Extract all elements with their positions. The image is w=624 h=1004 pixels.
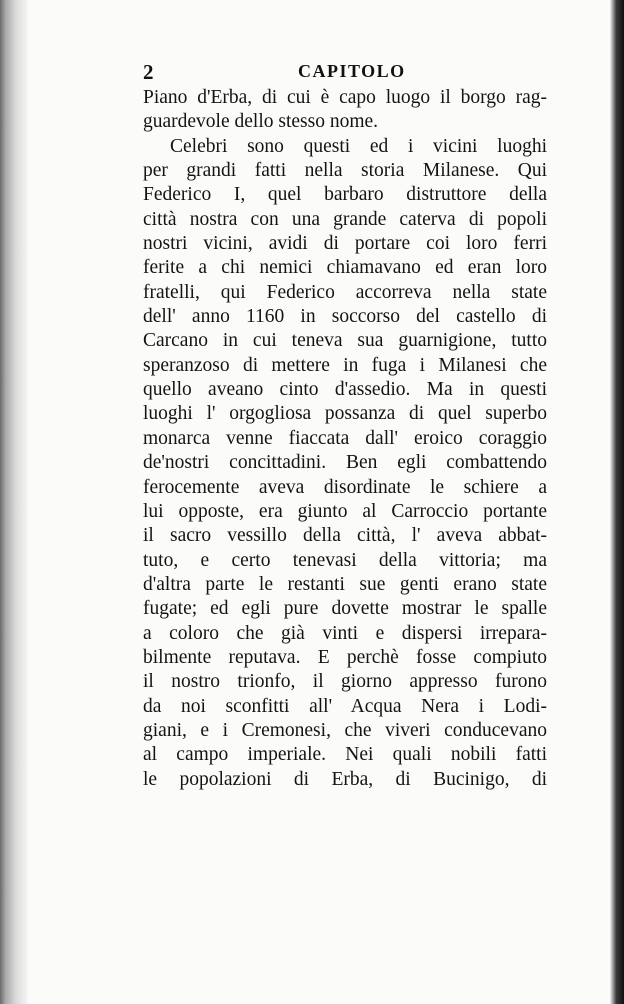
text-line: d'altra parte le restanti sue genti erano state: [143, 573, 547, 595]
text-line: giani, e i Cremonesi, che viveri conducevano: [143, 719, 547, 741]
text-line: lui opposte, era giunto al Carroccio portante: [143, 500, 547, 522]
text-line: città nostra con una grande caterva di popoli: [143, 208, 547, 230]
text-line: bilmente reputava. E perchè fosse compiuto: [143, 646, 547, 668]
text-line: fugate; ed egli pure dovette mostrar le spalle: [143, 598, 547, 620]
chapter-title: CAPITOLO: [298, 61, 406, 81]
text-line: ferite a chi nemici chiamavano ed eran loro: [143, 257, 547, 279]
text-line: al campo imperiale. Nei quali nobili fatti: [143, 744, 547, 766]
text-line: nostri vicini, avidi di portare coi loro ferri: [143, 233, 547, 255]
text-line: de'nostri concittadini. Ben egli combattendo: [143, 452, 547, 474]
text-line: Piano d'Erba, di cui è capo luogo il borgo rag-: [143, 87, 547, 108]
running-header: [143, 60, 545, 86]
text-line: per grandi fatti nella storia Milanese. Qui: [143, 160, 547, 182]
text-line: il sacro vessillo della città, l' aveva abbat-: [143, 525, 547, 547]
text-line: Carcano in cui teneva sua guarnigione, tutto: [143, 330, 547, 352]
text-line: guardevole dello stesso nome.: [143, 111, 379, 133]
text-line: le popolazioni di Erba, di Bucinigo, di: [143, 768, 547, 790]
text-line: tuto, e certo tenevasi della vittoria; ma: [143, 549, 547, 571]
text-line: monarca venne fiaccata dall' eroico coraggio: [143, 427, 547, 449]
text-line: luoghi l' orgogliosa possanza di quel superbo: [143, 403, 547, 425]
text-line: da noi sconfitti all' Acqua Nera i Lodi-: [143, 695, 547, 717]
text-line: dell' anno 1160 in soccorso del castello di: [143, 306, 547, 328]
text-line: a coloro che già vinti e dispersi irrepara-: [143, 622, 547, 644]
text-line: quello aveano cinto d'assedio. Ma in questi: [143, 379, 547, 401]
gutter-shadow: [0, 0, 28, 1004]
text-line: ferocemente aveva disordinate le schiere a: [143, 476, 547, 498]
text-line: speranzoso di mettere in fuga i Milanesi che: [143, 354, 547, 376]
page-edge: [610, 0, 624, 1004]
text-line: fratelli, qui Federico accorreva nella state: [143, 281, 547, 303]
page-number: 2: [143, 60, 154, 84]
text-line: Celebri sono questi ed i vicini luoghi: [170, 135, 547, 157]
text-line: il nostro trionfo, il giorno appresso furono: [143, 671, 547, 693]
text-line: Federico I, quel barbaro distruttore della: [143, 184, 547, 206]
body-text: [143, 86, 547, 792]
